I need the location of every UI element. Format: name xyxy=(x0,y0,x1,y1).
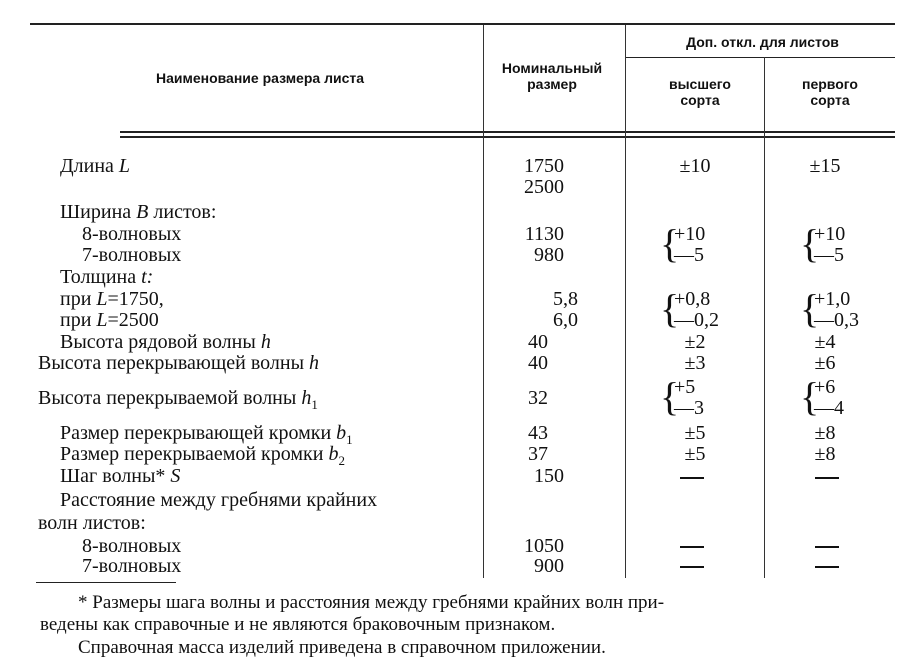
col-divider-3 xyxy=(764,57,765,578)
header-grade-high: высшего сорта xyxy=(668,76,731,108)
width-symbol: B xyxy=(136,201,149,223)
overlap-wave-height-symbol: h xyxy=(309,352,320,374)
width-tol-high-plus: +10 xyxy=(674,223,706,245)
row-wave-height-label-text: Высота рядовой волны xyxy=(60,331,256,353)
thickness-row-2-label-text: при xyxy=(60,309,92,331)
covered-brace-first: { xyxy=(800,374,820,419)
footnote-rule xyxy=(36,582,176,583)
width-label-text-2: листов: xyxy=(153,201,217,223)
thickness-tol-first-plus: +1,0 xyxy=(814,288,851,310)
thickness-row-1-symbol: L xyxy=(96,288,108,310)
footnote-line-1: * Размеры шага волны и расстояния между гребнями крайних волн при- xyxy=(78,592,665,613)
table-top-rule xyxy=(30,23,895,25)
length-tol-first: ±15 xyxy=(809,155,841,177)
thickness-row-1-label-text: при xyxy=(60,288,92,310)
thickness-label-text: Толщина xyxy=(60,266,137,288)
width-brace-high: { xyxy=(660,221,680,266)
covered-wave-height-symbol: h xyxy=(301,387,312,409)
width-8-label: 8-волновых xyxy=(82,223,182,245)
thickness-row-2-symbol: L xyxy=(96,309,108,331)
row-wave-height-label xyxy=(60,331,271,353)
footnote-line-3: Справочная масса изделий приведена в справочном приложении. xyxy=(78,637,606,658)
distance-8-label: 8-волновых xyxy=(82,535,182,557)
row-wave-height-tol-first: ±4 xyxy=(814,331,836,353)
header-name: Наименование размера листа xyxy=(155,70,365,86)
b1-nominal: 43 xyxy=(528,422,548,444)
width-7-label: 7-волновых xyxy=(82,244,182,266)
overlap-wave-height-tol-high: ±3 xyxy=(684,352,706,374)
length-label-text: Длина xyxy=(60,155,114,177)
covered-brace-high: { xyxy=(660,374,680,419)
length-tol-high: ±10 xyxy=(679,155,711,177)
b2-symbol: b xyxy=(328,443,339,465)
thickness-row-2-nominal: 6,0 xyxy=(553,309,578,331)
length-nominal-2: 2500 xyxy=(524,176,564,198)
covered-wave-height-label-text: Высота перекрываемой волны xyxy=(38,387,297,409)
thickness-row-2-value: =2500 xyxy=(107,309,159,331)
distance-label-2: волн листов: xyxy=(38,512,146,534)
wave-step-tol-high-dash xyxy=(680,477,704,479)
header-grade-first: первого сорта xyxy=(802,76,858,108)
distance-7-nominal: 900 xyxy=(534,555,564,577)
b1-subscript: 1 xyxy=(346,432,353,447)
thickness-label xyxy=(60,266,153,288)
distance-8-nominal: 1050 xyxy=(524,535,564,557)
covered-wave-height-nominal: 32 xyxy=(528,387,548,409)
header-bottom-rule-2 xyxy=(120,136,895,138)
width-brace-first: { xyxy=(800,221,820,266)
wave-step-symbol: S xyxy=(170,465,181,487)
wave-step-label xyxy=(60,465,180,487)
overlap-wave-height-label-text: Высота перекрывающей волны xyxy=(38,352,305,374)
length-label xyxy=(60,155,130,177)
covered-tol-first-minus: —4 xyxy=(814,397,844,419)
length-symbol: L xyxy=(118,155,131,177)
distance-7-label: 7-волновых xyxy=(82,555,182,577)
col-divider-1 xyxy=(483,25,484,578)
header-bottom-rule xyxy=(120,131,895,133)
col-divider-2 xyxy=(625,25,626,578)
width-tol-high-minus: —5 xyxy=(674,244,704,266)
b2-nominal: 37 xyxy=(528,443,548,465)
thickness-brace-first: { xyxy=(800,286,820,331)
thickness-brace-high: { xyxy=(660,286,680,331)
wave-step-nominal: 150 xyxy=(534,465,564,487)
thickness-row-1-value: =1750, xyxy=(107,288,164,310)
distance-8-tol-first-dash xyxy=(815,546,839,548)
overlap-wave-height-tol-first: ±6 xyxy=(814,352,836,374)
footnote-line-2: ведены как справочные и не являются браковочным признаком. xyxy=(40,614,556,635)
overlap-wave-height-nominal: 40 xyxy=(528,352,548,374)
length-nominal-1: 1750 xyxy=(524,155,564,177)
header-nominal: Номинальный размер xyxy=(501,60,603,92)
thickness-tol-high-plus: +0,8 xyxy=(674,288,711,310)
header-tolerance: Доп. откл. для листов xyxy=(686,34,839,50)
row-wave-height-nominal: 40 xyxy=(528,331,548,353)
row-wave-height-tol-high: ±2 xyxy=(684,331,706,353)
overlap-wave-height-label xyxy=(38,352,319,374)
tolerance-divider xyxy=(625,57,895,58)
b2-tol-first: ±8 xyxy=(814,443,836,465)
row-wave-height-symbol: h xyxy=(260,331,271,353)
width-tol-first-plus: +10 xyxy=(814,223,846,245)
covered-tol-high-minus: —3 xyxy=(674,397,704,419)
distance-7-tol-high-dash xyxy=(680,566,704,568)
b2-tol-high: ±5 xyxy=(684,443,706,465)
covered-wave-height-label xyxy=(38,387,318,416)
width-8-nominal: 1130 xyxy=(524,223,564,245)
wave-step-tol-first-dash xyxy=(815,477,839,479)
thickness-tol-first-minus: —0,3 xyxy=(814,309,859,331)
covered-wave-height-subscript: 1 xyxy=(311,397,318,412)
b1-tol-first: ±8 xyxy=(814,422,836,444)
thickness-row-1-label xyxy=(60,288,164,310)
distance-label-1: Расстояние между гребнями крайних xyxy=(60,489,378,511)
b1-tol-high: ±5 xyxy=(684,422,706,444)
width-label-text: Ширина xyxy=(60,201,132,223)
b2-label-text: Размер перекрываемой кромки xyxy=(60,443,324,465)
covered-tol-first-plus: +6 xyxy=(814,376,836,398)
distance-7-tol-first-dash xyxy=(815,566,839,568)
covered-tol-high-plus: +5 xyxy=(674,376,696,398)
thickness-row-1-nominal: 5,8 xyxy=(553,288,578,310)
b1-label-text: Размер перекрывающей кромки xyxy=(60,422,332,444)
thickness-row-2-label xyxy=(60,309,159,331)
b2-subscript: 2 xyxy=(338,453,345,468)
distance-8-tol-high-dash xyxy=(680,546,704,548)
width-7-nominal: 980 xyxy=(534,244,564,266)
width-label xyxy=(60,201,216,223)
b1-symbol: b xyxy=(336,422,347,444)
wave-step-label-text: Шаг волны* xyxy=(60,465,166,487)
thickness-symbol: t: xyxy=(141,266,154,288)
width-tol-first-minus: —5 xyxy=(814,244,844,266)
thickness-tol-high-minus: —0,2 xyxy=(674,309,719,331)
